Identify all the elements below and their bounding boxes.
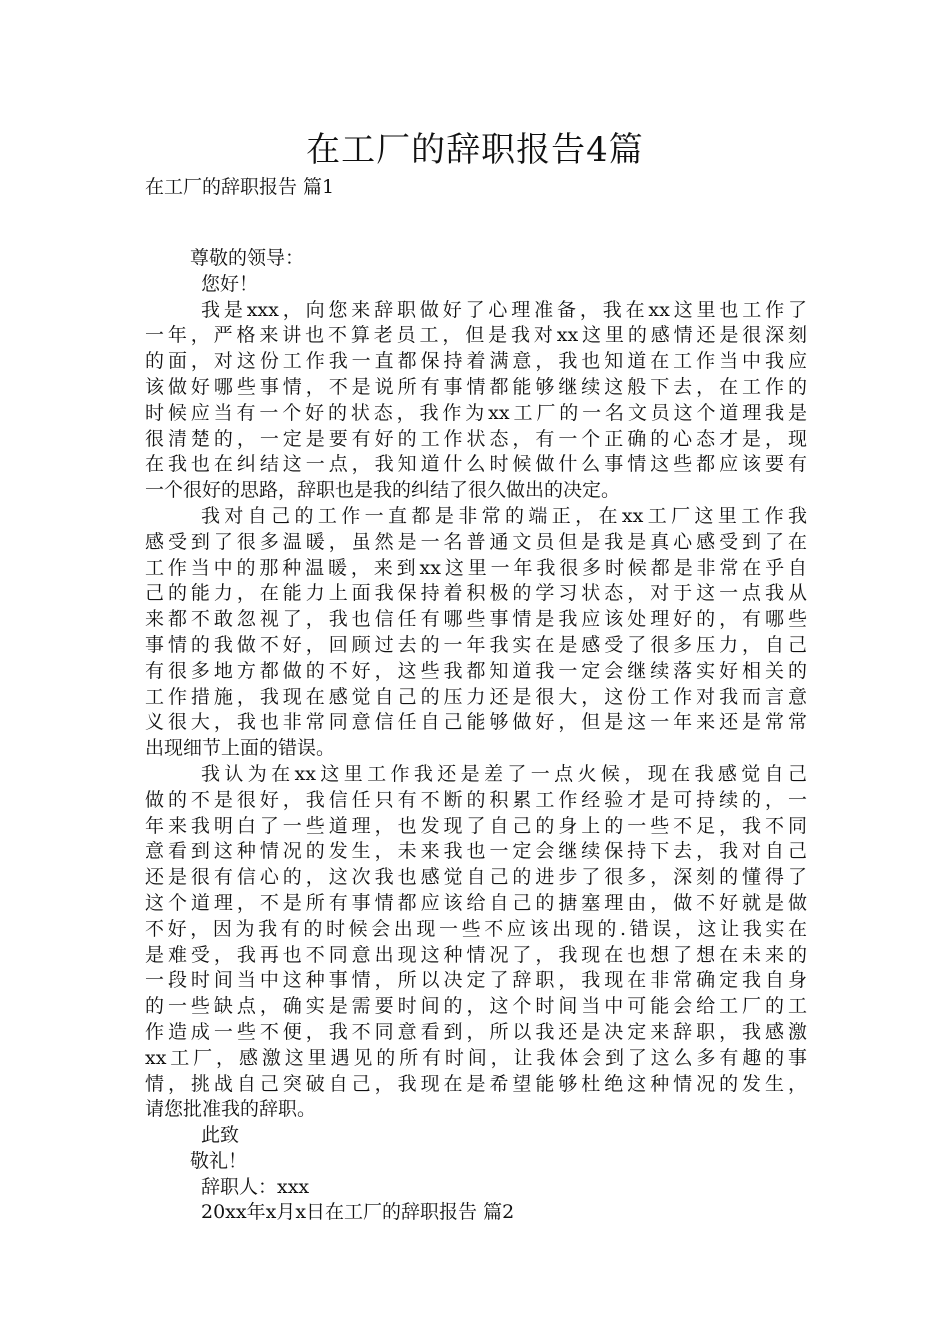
- paragraph-line: 的一些缺点，确实是需要时间的，这个时间当中可能会给工厂的工: [145, 995, 807, 1018]
- section-heading: 在工厂的辞职报告 篇1: [145, 176, 335, 198]
- paragraph-line: 一个很好的思路，辞职也是我的纠结了很久做出的决定。: [145, 479, 621, 502]
- greeting: 您好！: [201, 272, 259, 295]
- paragraph-2: [145, 504, 807, 762]
- paragraph-line: xx工厂，感激这里遇见的所有时间，让我体会到了这么多有趣的事: [145, 1046, 807, 1069]
- paragraph-line: 不好，因为我有的时候会出现一些不应该出现的.错误，这让我实在: [145, 917, 807, 940]
- paragraph-line: 作造成一些不便，我不同意看到，所以我还是决定来辞职，我感激: [145, 1020, 807, 1043]
- paragraph-3: [145, 762, 807, 1123]
- letter-body: [145, 246, 807, 1226]
- signature: 辞职人：xxx: [201, 1175, 310, 1198]
- paragraph-line: 该做好哪些事情，不是说所有事情都能够继续这般下去，在工作的: [145, 375, 807, 398]
- paragraph-line: 义很大，我也非常同意信任自己能够做好，但是这一年来还是常常: [145, 711, 807, 734]
- paragraph-line: 我认为在xx这里工作我还是差了一点火候，现在我感觉自己: [201, 762, 807, 785]
- closing-line-2: 敬礼！: [190, 1149, 248, 1172]
- paragraph-line: 工作措施，我现在感觉自己的压力还是很大，这份工作对我而言意: [145, 685, 807, 708]
- paragraph-line: 做的不是很好，我信任只有不断的积累工作经验才是可持续的，一: [145, 788, 807, 811]
- document-title: 在工厂的辞职报告4篇: [306, 130, 644, 170]
- paragraph-line: 情，挑战自己突破自己，我现在是希望能够杜绝这种情况的发生，: [145, 1072, 807, 1095]
- paragraph-line: 的面，对这份工作我一直都保持着满意，我也知道在工作当中我应: [145, 350, 807, 373]
- paragraph-line: 来都不敢忽视了，我也信任有哪些事情是我应该处理好的，有哪些: [145, 608, 807, 631]
- paragraph-line: 年来我明白了一些道理，也发现了自己的身上的一些不足，我不同: [145, 814, 807, 837]
- paragraph-line: 这个道理，不是所有事情都应该给自己的搪塞理由，做不好就是做: [145, 891, 807, 914]
- salutation: 尊敬的领导：: [190, 247, 305, 269]
- paragraph-line: 我是xxx，向您来辞职做好了心理准备，我在xx这里也工作了: [201, 298, 807, 321]
- paragraph-line: 出现细节上面的错误。: [145, 737, 336, 760]
- paragraph-line: 工作当中的那种温暖，来到xx这里一年我很多时候都是非常在乎自: [145, 556, 807, 579]
- paragraph-line: 请您批准我的辞职。: [145, 1098, 317, 1121]
- date-and-next-heading: 20xx年x月x日在工厂的辞职报告 篇2: [201, 1201, 515, 1224]
- paragraph-line: 我对自己的工作一直都是非常的端正，在xx工厂这里工作我: [201, 504, 807, 527]
- paragraph-line: 一年，严格来讲也不算老员工，但是我对xx这里的感情还是很深刻: [145, 324, 807, 347]
- paragraph-line: 己的能力，在能力上面我保持着积极的学习状态，对于这一点我从: [145, 582, 807, 605]
- paragraph-line: 事情的我做不好，回顾过去的一年我实在是感受了很多压力，自己: [145, 633, 807, 656]
- paragraph-1: [145, 298, 807, 504]
- paragraph-line: 意看到这种情况的发生，未来我也一定会继续保持下去，我对自己: [145, 840, 807, 863]
- paragraph-line: 在我也在纠结这一点，我知道什么时候做什么事情这些都应该要有: [145, 453, 807, 476]
- paragraph-line: 还是很有信心的，这次我也感觉自己的进步了很多，深刻的懂得了: [145, 866, 807, 889]
- closing-line-1: 此致: [201, 1124, 240, 1147]
- paragraph-line: 很清楚的，一定是要有好的工作状态，有一个正确的心态才是，现: [145, 427, 807, 450]
- paragraph-line: 有很多地方都做的不好，这些我都知道我一定会继续落实好相关的: [145, 659, 807, 682]
- paragraph-line: 时候应当有一个好的状态，我作为xx工厂的一名文员这个道理我是: [145, 401, 807, 424]
- paragraph-line: 感受到了很多温暖，虽然是一名普通文员但是我是真心感受到了在: [145, 530, 807, 553]
- paragraph-line: 是难受，我再也不同意出现这种情况了，我现在也想了想在未来的: [145, 943, 807, 966]
- paragraph-line: 一段时间当中这种事情，所以决定了辞职，我现在非常确定我自身: [145, 969, 807, 992]
